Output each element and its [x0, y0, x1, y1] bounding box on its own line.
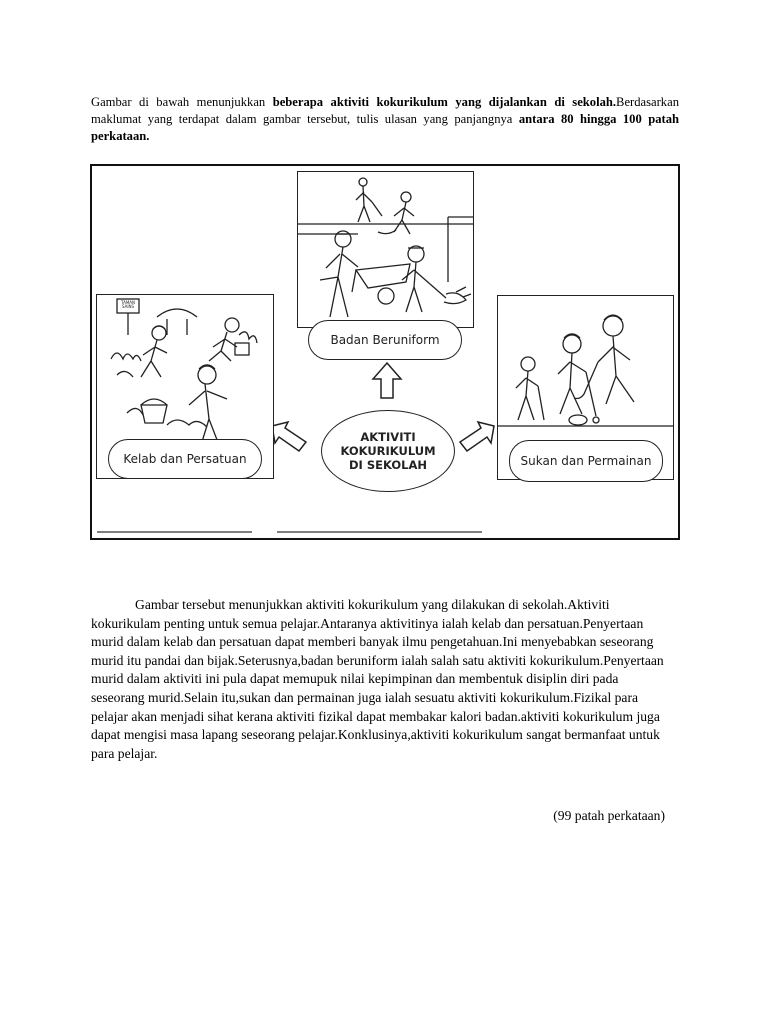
clubs-label: Kelab dan Persatuan: [108, 439, 262, 479]
center-title-line3: DI SEKOLAH: [349, 458, 427, 472]
arrow-left-icon: [272, 422, 306, 451]
uniform-panel: [297, 171, 474, 328]
instruction-text-2: Berdasarkan maklumat yang terdapat dalam gambar tersebut, tulis ulasan yang panjangnya: [91, 95, 679, 126]
arrow-right-icon: [460, 422, 494, 451]
instruction-bold-2: antara 80 hingga 100 patah perkataan.: [91, 112, 679, 143]
sports-label: Sukan dan Permainan: [509, 440, 663, 482]
arrow-up-icon: [373, 363, 401, 398]
uniform-illustration: [298, 172, 473, 327]
center-title-line1: AKTIVITI: [360, 430, 416, 444]
word-count: (99 patah perkataan): [553, 808, 665, 823]
garden-sign: TAMAN SAINS: [120, 300, 136, 309]
instruction-bold-1: beberapa aktiviti kokurikulum yang dijalankan di sekolah.: [272, 95, 617, 109]
essay-paragraph: [91, 596, 671, 763]
center-title: [321, 410, 455, 492]
question-instruction: [91, 94, 679, 145]
activity-diagram: [90, 164, 680, 540]
instruction-text-1: Gambar di bawah menunjukkan: [91, 95, 273, 109]
center-title-line2: KOKURIKULUM: [340, 444, 436, 458]
essay-text: Gambar tersebut menunjukkan aktiviti kokurikulum yang dilakukan di sekolah.Aktiviti kokurikulam penting untuk semua pelajar.Antaranya aktivitinya ialah kelab dan persatuan.Penyertaan murid dalam kelab dan persatuan dapat memberi banyak ilmu pengetahuan.Ini menyebabkan seseorang murid itu pandai dan bijak.Seterusnya,badan beruniform ialah salah satu aktiviti kokurikulum.Penyertaan murid dalam aktiviti ini pula dapat memupuk nilai kepimpinan dan membentuk disiplin diri pada seseorang murid.Selain itu,sukan dan permainan juga ialah sesuatu aktiviti kokurikulum.Fizikal para pelajar akan menjadi sihat kerana aktiviti fizikal dapat membakar kalori badan.aktiviti kokurikulum juga dapat mengisi masa lapang seseorang pelajar.Konklusinya,aktiviti kokurikulum sangat bermanfaat untuk para pelajar.: [91, 597, 664, 761]
uniform-label: Badan Beruniform: [308, 320, 462, 360]
